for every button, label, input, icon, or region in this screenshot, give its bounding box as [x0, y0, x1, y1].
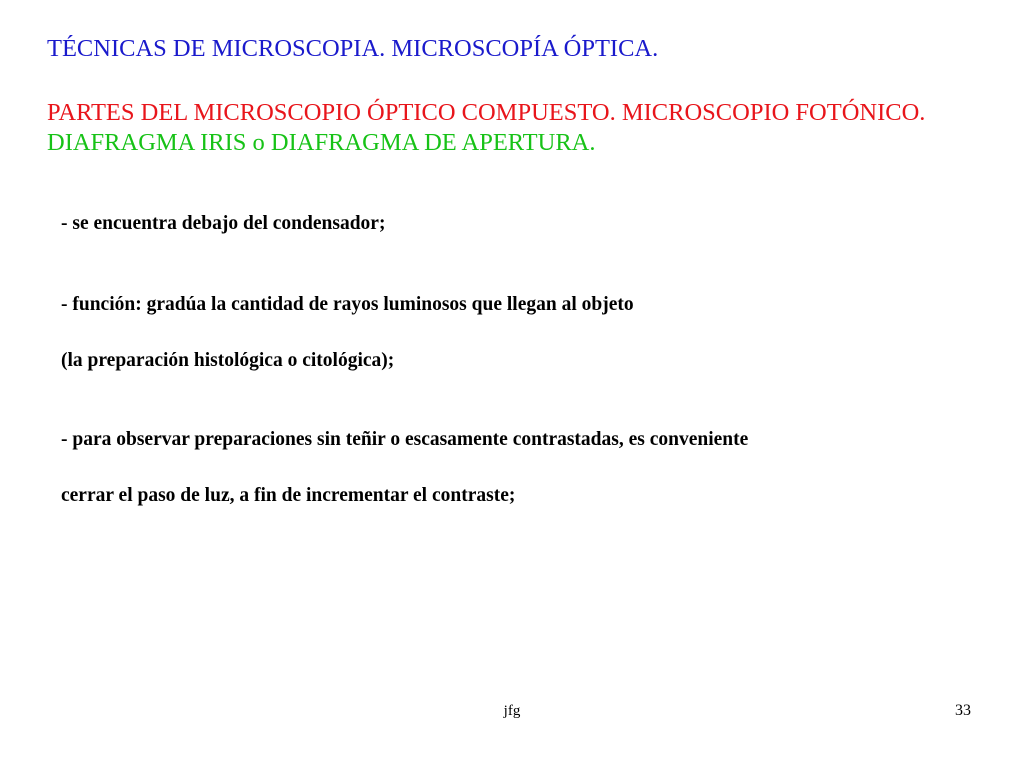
bullet-location: - se encuentra debajo del condensador; — [61, 213, 386, 234]
subtitle-highlight-text: DIAFRAGMA IRIS o DIAFRAGMA DE APERTURA. — [47, 129, 596, 156]
slide-title: TÉCNICAS DE MICROSCOPIA. MICROSCOPÍA ÓPTICA. — [47, 35, 659, 62]
slide-subtitle — [47, 98, 947, 158]
bullet-observation-continued: cerrar el paso de luz, a fin de incrementar el contraste; — [61, 485, 516, 506]
footer-author: jfg — [503, 703, 521, 719]
bullet-observation: - para observar preparaciones sin teñir o escasamente contrastadas, es conveniente — [61, 429, 749, 450]
page-number: 33 — [955, 702, 971, 719]
bullet-function: - función: gradúa la cantidad de rayos luminosos que llegan al objeto — [61, 294, 634, 315]
bullet-function-continued: (la preparación histológica o citológica); — [61, 350, 395, 371]
subtitle-main-text: PARTES DEL MICROSCOPIO ÓPTICO COMPUESTO. MICROSCOPIO FOTÓNICO. — [47, 99, 926, 126]
